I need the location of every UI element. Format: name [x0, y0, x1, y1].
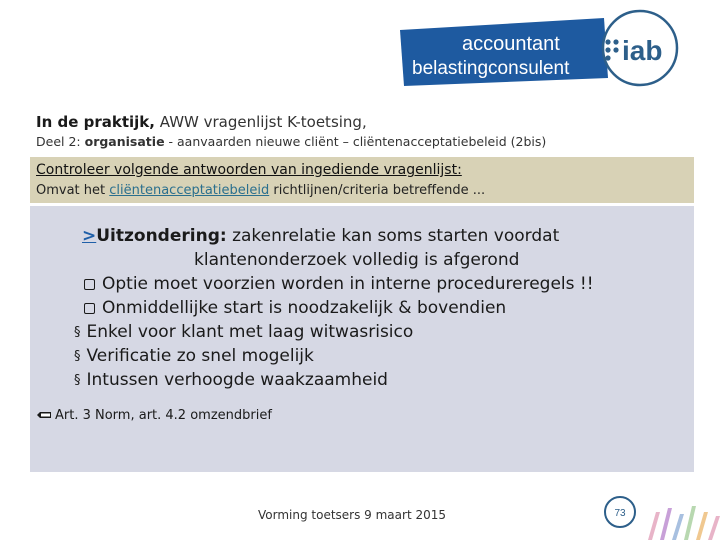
stripe: [708, 516, 720, 540]
title-bold: In de praktijk,: [36, 113, 155, 131]
policy-link[interactable]: cliëntenacceptatiebeleid: [109, 183, 270, 198]
bullet-item: [74, 346, 314, 366]
logo-dot: [605, 55, 610, 60]
slide-subtitle: [36, 134, 546, 149]
question-line: [36, 183, 485, 198]
slide-title: [36, 113, 367, 131]
stripe: [696, 512, 708, 540]
subtitle-deel: Deel 2:: [36, 134, 81, 149]
stripe: [648, 512, 660, 540]
subtitle-text: - aanvaarden nieuwe cliënt – cliëntenacceptatiebeleid (2bis): [168, 134, 547, 149]
iab-logo: [392, 8, 692, 88]
logo-dot: [613, 39, 618, 44]
section-bullet-icon: §: [74, 349, 81, 364]
section-bullet-icon: §: [74, 325, 81, 340]
page-number: 73: [614, 508, 626, 519]
footer-text: Vorming toetsers 9 maart 2015: [258, 508, 447, 522]
exception-continuation: klantenonderzoek volledig is afgerond: [194, 250, 520, 270]
logo-dot: [613, 47, 618, 52]
bullet-item: [74, 322, 413, 342]
bullet-text: Intussen verhoogde waakzaamheid: [86, 370, 388, 390]
checkbox-square-icon: [84, 303, 95, 314]
option-text: Optie moet voorzien worden in interne procedureregels !!: [102, 274, 594, 294]
reference-text: Art. 3 Norm, art. 4.2 omzendbrief: [55, 408, 272, 423]
stripe: [684, 506, 696, 540]
instruction-band: [30, 157, 694, 203]
question-post: richtlijnen/criteria betreffende ...: [273, 183, 486, 198]
instruction-line: Controleer volgende antwoorden van ingediende vragenlijst:: [36, 162, 462, 178]
exception-heading: [82, 226, 559, 246]
logo-dot: [605, 47, 610, 52]
exception-text: zakenrelatie kan soms starten voordat: [232, 226, 560, 246]
logo-text-accountant: accountant: [462, 33, 560, 55]
bullet-item: [74, 370, 388, 390]
bullet-text: Verificatie zo snel mogelijk: [86, 346, 314, 366]
arrow-marker: >: [82, 226, 97, 246]
option-text: Onmiddellijke start is noodzakelijk & bovendien: [102, 298, 507, 318]
legal-reference: [36, 408, 272, 424]
section-bullet-icon: §: [74, 373, 81, 388]
checkbox-square-icon: [84, 279, 95, 290]
stripe: [660, 508, 672, 540]
stripe: [672, 514, 684, 540]
decorative-stripes: [642, 500, 720, 540]
question-pre: Omvat het: [36, 183, 106, 198]
logo-graphic: [392, 8, 692, 88]
title-rest: AWW vragenlijst K-toetsing,: [159, 113, 367, 131]
option-item: [84, 298, 506, 318]
pencil-icon: [36, 409, 52, 424]
bullet-text: Enkel voor klant met laag witwasrisico: [86, 322, 414, 342]
subtitle-organisatie: organisatie: [84, 134, 165, 149]
page-number-badge: [600, 492, 640, 532]
logo-dot: [605, 39, 610, 44]
option-item: [84, 274, 594, 294]
logo-text-belastingconsulent: belastingconsulent: [412, 58, 570, 79]
exception-label: Uitzondering:: [96, 226, 227, 246]
logo-text-iab: iab: [622, 35, 663, 66]
